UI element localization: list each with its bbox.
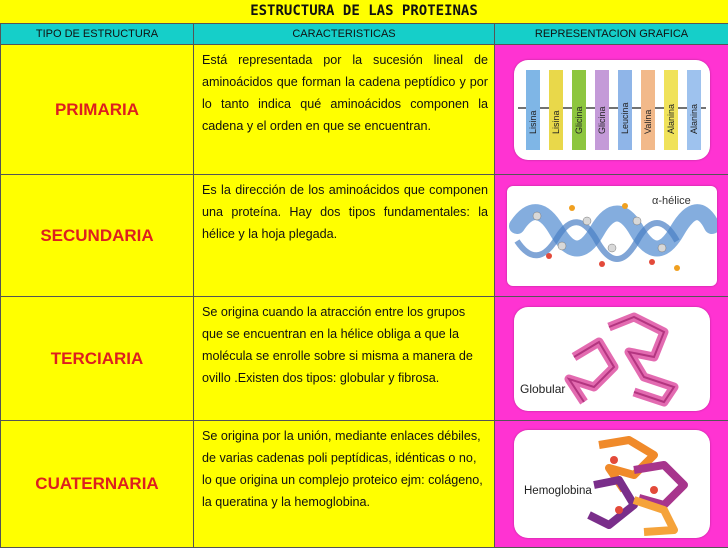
header-tipo: TIPO DE ESTRUCTURA [1, 24, 194, 45]
desc-cuaternaria [194, 421, 495, 548]
amino-acid-label: Alanina [666, 103, 676, 133]
amino-acid-label: Lisina [528, 110, 538, 134]
desc-text: Es la dirección de los aminoácidos que componen una proteína. Hay dos tipos fundamentales: la hélice y la hoja plegada. [202, 179, 488, 245]
globular-protein-image [514, 307, 710, 411]
protein-structure-table [0, 23, 728, 548]
tipo-terciaria: TERCIARIA [1, 297, 194, 421]
image-cell-terciaria [495, 297, 728, 421]
amino-acid-bar [526, 70, 540, 150]
table-row [1, 45, 728, 175]
hemoglobin-image [514, 430, 710, 538]
desc-text: Se origina cuando la atracción entre los grupos que se encuentran en la hélice obliga a que la molécula se enrolle sobre si misma a manera de ovillo .Existen dos tipos: globular y fibrosa. [202, 301, 488, 389]
hemoglobin-illustration [514, 430, 710, 538]
table-row [1, 297, 728, 421]
tipo-cuaternaria: CUATERNARIA [1, 421, 194, 548]
amino-acid-label: Alanina [689, 103, 699, 133]
image-cell-secundaria [495, 175, 728, 297]
header-representacion: REPRESENTACION GRAFICA [495, 24, 728, 45]
amino-acid-label: Glicina [597, 106, 607, 134]
helix-label: α-hélice [652, 195, 691, 207]
hemoglobin-label: Hemoglobina [524, 485, 592, 497]
desc-text: Está representada por la sucesión lineal de aminoácidos que forman la cadena peptídico y por lo tanto indica qué aminoácidos componen la cadena y el orden en que se encuentran. [202, 49, 488, 137]
alpha-helix-image [507, 186, 717, 286]
alpha-helix-illustration [507, 186, 717, 286]
amino-acid-label: Valina [643, 109, 653, 133]
amino-acid-bar [549, 70, 563, 150]
table-header-row [1, 24, 728, 45]
page-title: ESTRUCTURA DE LAS PROTEINAS [0, 0, 728, 23]
globular-label: Globular [520, 382, 565, 396]
primary-structure-image [514, 60, 710, 160]
image-cell-cuaternaria [495, 421, 728, 548]
table-row [1, 421, 728, 548]
tipo-primaria: PRIMARIA [1, 45, 194, 175]
amino-acid-label: Lisina [551, 110, 561, 134]
globular-protein-illustration [514, 307, 710, 411]
desc-text: Se origina por la unión, mediante enlaces débiles, de varias cadenas poli peptídicas, idénticas o no, lo que origina un complejo proteico ejm: colágeno, la queratina y la hemoglobina. [202, 425, 488, 513]
amino-acid-label: Leucina [620, 102, 630, 134]
amino-acid-chain-illustration [514, 60, 710, 160]
table-row [1, 175, 728, 297]
desc-primaria [194, 45, 495, 175]
desc-terciaria [194, 297, 495, 421]
image-cell-primaria [495, 45, 728, 175]
amino-acid-label: Glicina [574, 106, 584, 134]
header-caracteristicas: CARACTERISTICAS [194, 24, 495, 45]
desc-secundaria [194, 175, 495, 297]
tipo-secundaria: SECUNDARIA [1, 175, 194, 297]
